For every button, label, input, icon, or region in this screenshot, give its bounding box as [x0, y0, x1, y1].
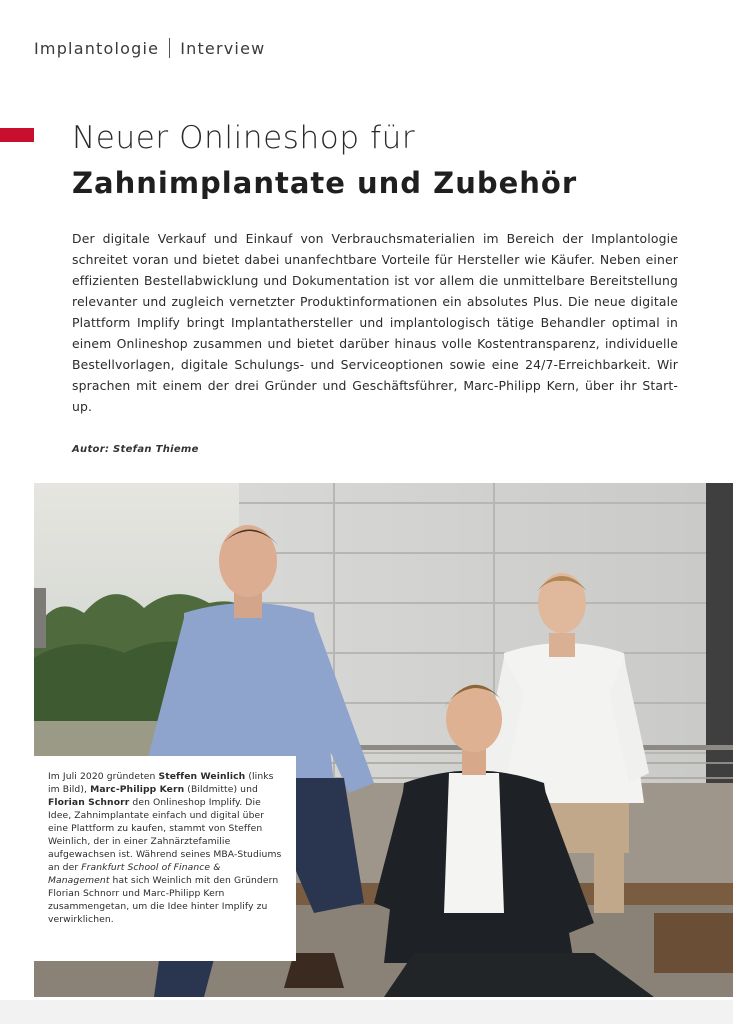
article-lead: Der digitale Verkauf und Einkauf von Verbrauchsmaterialien im Bereich der Implantologie schreitet voran und bietet dabei unanfechtbare Vorteile für Hersteller wie Käufer. Neben einer effizienten Bestellabwicklung und Dokumentation ist vor allem die unmittelbare Bereitstellung relevanter und zugleich vernetzter Produktinformationen ein absolutes Plus. Die neue digitale Plattform Implify bringt Implantathersteller und implantologisch tätige Behandler optimal in einem Onlineshop zusammen und bietet darüber hinaus volle Kostentransparenz, individuelle Bestellvorlagen, digitale Schulungs- und Serviceoptionen sowie eine 24/7-Erreichbarkeit. Wir sprachen mit einem der drei Gründer und Geschäftsführer, Marc-Philipp Kern, über ihr Start-up. [72, 231, 678, 414]
caption-name-weinlich: Steffen Weinlich [158, 771, 246, 782]
article-author: Autor: Stefan Thieme [72, 444, 199, 455]
caption-part-3: (Bildmitte) und [184, 784, 258, 795]
caption-part-4: den Onlineshop Implify. Die Idee, Zahnimplantate einfach und digital über eine Plattform zu kaufen, stammt von Steffen Weinlich, der in einer Zahnärztefamilie aufgewachsen ist. Während seines MBA-Studiums an der [48, 797, 282, 873]
accent-bar [0, 128, 34, 142]
caption-name-kern: Marc-Philipp Kern [90, 784, 185, 795]
page-footer-strip [0, 1000, 733, 1024]
section-header [34, 38, 265, 58]
caption-school: Frankfurt School of Finance & Management [48, 862, 221, 886]
section-label: Implantologie [34, 38, 160, 58]
caption-text [48, 770, 284, 926]
caption-part-2: (links im Bild), [48, 771, 274, 795]
caption-part-1: Im Juli 2020 gründeten [48, 771, 159, 782]
caption-part-5: hat sich Weinlich mit den Gründern Florian Schnorr und Marc-Philipp Kern zusammengetan, um die Idee hinter Implify zu verwirklichen. [48, 875, 279, 925]
caption-name-schnorr: Florian Schnorr [48, 797, 130, 808]
article-title-line2: Zahnimplantate und Zubehör [72, 166, 578, 200]
photo-caption [34, 756, 296, 961]
subsection-label: Interview [180, 38, 266, 58]
header-divider [169, 38, 170, 58]
article-title-line1: Neuer Onlineshop für [72, 120, 416, 156]
